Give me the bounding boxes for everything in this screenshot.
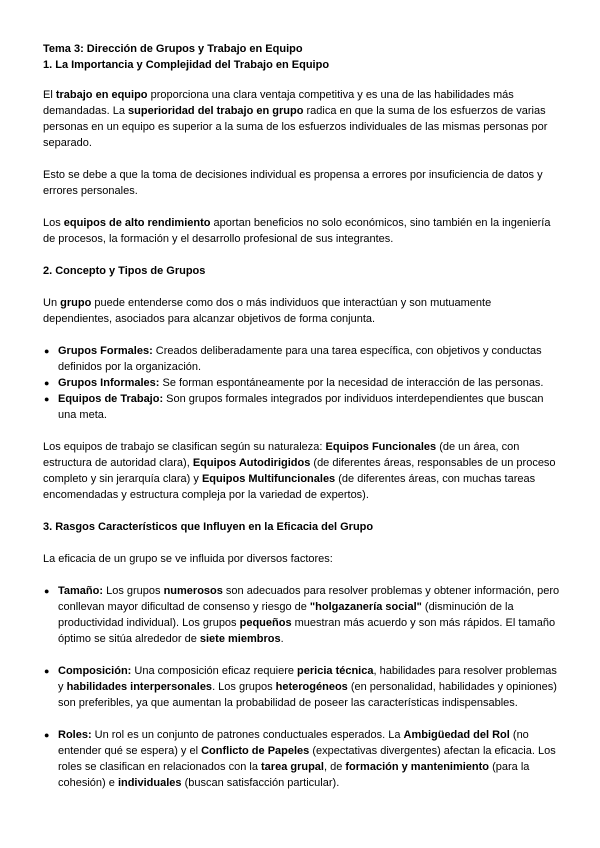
s1-paragraph-1: El trabajo en equipo proporciona una clara ventaja competitiva y es una de las habilidades más demandadas. La superioridad del trabajo en grupo radica en que la suma de los esfuerzos de varias personas en un equipo es superior a la suma de los esfuerzos individuales de las mismas personas por separado. xyxy=(43,89,548,149)
section-2-heading: 2. Concepto y Tipos de Grupos xyxy=(43,265,206,277)
efficacy-factors-list-3 xyxy=(43,727,563,791)
list-item-roles: Roles: Un rol es un conjunto de patrones conductuales esperados. La Ambigüedad del Rol (no entender qué se espera) y el Conflicto de Papeles (expectativas divergentes) afectan la eficacia. Los roles se clasifican en relacionados con la tarea grupal, de formación y mantenimiento (para la cohesión) e individuales (buscan satisfacción particular). xyxy=(58,729,556,789)
s2-paragraph-1: Un grupo puede entenderse como dos o más individuos que interactúan y son mutuamente dependientes, asociados para alcanzar objetivos de forma conjunta. xyxy=(43,297,492,325)
list-item: Equipos de Trabajo: Son grupos formales integrados por individuos interdependientes que buscan una meta. xyxy=(58,393,544,421)
list-item: Grupos Informales: Se forman espontáneamente por la necesidad de interacción de las personas. xyxy=(58,377,544,389)
list-item-composition: Composición: Una composición eficaz requiere pericia técnica, habilidades para resolver problemas y habilidades interpersonales. Los grupos heterogéneos (en personalidad, habilidades y opiniones) son preferibles, ya que aumentan la probabilidad de poseer las características indispensables. xyxy=(58,665,557,709)
group-types-list xyxy=(43,343,563,423)
section-1-heading: 1. La Importancia y Complejidad del Trabajo en Equipo xyxy=(43,59,330,71)
document-title: Tema 3: Dirección de Grupos y Trabajo en Equipo xyxy=(43,43,303,55)
s2-paragraph-2: Los equipos de trabajo se clasifican según su naturaleza: Equipos Funcionales (de un área, con estructura de autoridad clara), Equipos Autodirigidos (de diferentes áreas, responsables de un proceso completo y sin jerarquía clara) y Equipos Multifuncionales (de diferentes áreas, con muchas tareas encomendadas y estructura compleja por la variedad de expertos). xyxy=(43,441,556,501)
s3-intro: La eficacia de un grupo se ve influida por diversos factores: xyxy=(43,553,333,565)
document-page xyxy=(43,41,563,791)
efficacy-factors-list-2 xyxy=(43,663,563,711)
list-item: Grupos Formales: Creados deliberadamente para una tarea específica, con objetivos y conductas definidos por la organización. xyxy=(58,345,542,373)
efficacy-factors-list xyxy=(43,583,563,647)
s1-paragraph-2: Esto se debe a que la toma de decisiones individual es propensa a errores por insuficiencia de datos y errores personales. xyxy=(43,169,543,197)
list-item-size: Tamaño: Los grupos numerosos son adecuados para resolver problemas y obtener información, pero conllevan mayor dificultad de consenso y riesgo de "holgazanería social" (disminución de la productividad individual). Los grupos pequeños muestran más acuerdo y son más rápidos. El tamaño óptimo se sitúa alrededor de siete miembros. xyxy=(58,585,560,645)
s1-paragraph-3: Los equipos de alto rendimiento aportan beneficios no solo económicos, sino también en la ingeniería de procesos, la formación y el desarrollo profesional de sus integrantes. xyxy=(43,217,551,245)
section-3-heading: 3. Rasgos Característicos que Influyen en la Eficacia del Grupo xyxy=(43,521,374,533)
